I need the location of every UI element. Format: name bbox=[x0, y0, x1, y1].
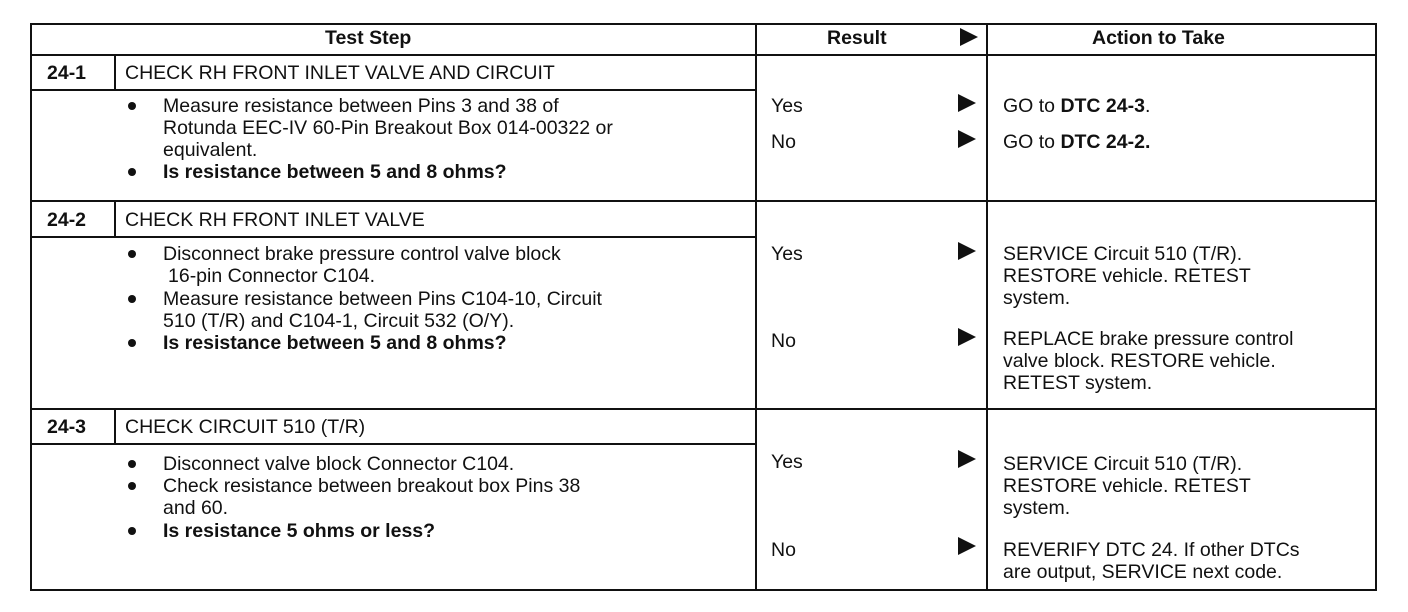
action-text: SERVICE Circuit 510 (T/R). bbox=[1003, 243, 1243, 265]
step-id: 24-1 bbox=[47, 62, 87, 84]
step-id-divider-2 bbox=[114, 202, 116, 237]
step-id-divider-1 bbox=[114, 56, 116, 90]
action-text: system. bbox=[1003, 497, 1071, 519]
action-text: valve block. RESTORE vehicle. bbox=[1003, 350, 1276, 372]
action-text: SERVICE Circuit 510 (T/R). bbox=[1003, 453, 1243, 475]
action-text: RESTORE vehicle. RETEST bbox=[1003, 265, 1251, 287]
step-id: 24-2 bbox=[47, 209, 87, 231]
header-result: Result bbox=[827, 27, 887, 49]
action-text: GO to DTC 24-2. bbox=[1003, 131, 1151, 153]
table-border-bottom bbox=[30, 589, 1377, 591]
action-text: REVERIFY DTC 24. If other DTCs bbox=[1003, 539, 1300, 561]
result-arrow-icon bbox=[958, 94, 976, 112]
step-instruction-line: Measure resistance between Pins C104-10, Circuit bbox=[163, 288, 602, 310]
step-id: 24-3 bbox=[47, 416, 87, 438]
step-title-underline-1 bbox=[30, 89, 757, 91]
section-divider-1 bbox=[30, 200, 1377, 202]
step-instruction-line: and 60. bbox=[163, 497, 229, 519]
step-instruction-line: Check resistance between breakout box Pins 38 bbox=[163, 475, 581, 497]
step-title-underline-3 bbox=[30, 443, 757, 445]
result-label: No bbox=[771, 330, 796, 352]
header-divider bbox=[30, 54, 1377, 56]
step-instruction-line: 16-pin Connector C104. bbox=[168, 265, 376, 287]
section-divider-2 bbox=[30, 408, 1377, 410]
action-text: are output, SERVICE next code. bbox=[1003, 561, 1283, 583]
step-id-divider-3 bbox=[114, 410, 116, 444]
result-label: No bbox=[771, 539, 796, 561]
action-text: RESTORE vehicle. RETEST bbox=[1003, 475, 1251, 497]
step-title: CHECK CIRCUIT 510 (T/R) bbox=[125, 416, 366, 438]
step-instruction-line: Measure resistance between Pins 3 and 38 of bbox=[163, 95, 559, 117]
result-label: Yes bbox=[771, 95, 803, 117]
step-question: Is resistance 5 ohms or less? bbox=[163, 520, 436, 542]
bullet-icon bbox=[128, 527, 136, 535]
table-border-right bbox=[1375, 23, 1377, 591]
bullet-icon bbox=[128, 482, 136, 490]
column-divider-action bbox=[986, 23, 988, 591]
step-title: CHECK RH FRONT INLET VALVE AND CIRCUIT bbox=[125, 62, 555, 84]
step-instruction-line: Rotunda EEC-IV 60-Pin Breakout Box 014-00322 or bbox=[163, 117, 613, 139]
table-border-top bbox=[30, 23, 1377, 25]
header-arrow-icon bbox=[960, 28, 978, 46]
result-label: Yes bbox=[771, 243, 803, 265]
step-instruction-line: 510 (T/R) and C104-1, Circuit 532 (O/Y). bbox=[163, 310, 515, 332]
step-title: CHECK RH FRONT INLET VALVE bbox=[125, 209, 425, 231]
action-text: RETEST system. bbox=[1003, 372, 1153, 394]
bullet-icon bbox=[128, 295, 136, 303]
result-arrow-icon bbox=[958, 537, 976, 555]
result-arrow-icon bbox=[958, 450, 976, 468]
step-instruction-line: equivalent. bbox=[163, 139, 258, 161]
header-action: Action to Take bbox=[1092, 27, 1225, 49]
bullet-icon bbox=[128, 460, 136, 468]
result-arrow-icon bbox=[958, 328, 976, 346]
action-text: REPLACE brake pressure control bbox=[1003, 328, 1294, 350]
step-instruction-line: Disconnect brake pressure control valve block bbox=[163, 243, 561, 265]
column-divider-result bbox=[755, 23, 757, 591]
result-arrow-icon bbox=[958, 130, 976, 148]
step-title-underline-2 bbox=[30, 236, 757, 238]
bullet-icon bbox=[128, 102, 136, 110]
step-question: Is resistance between 5 and 8 ohms? bbox=[163, 332, 507, 354]
header-test-step: Test Step bbox=[325, 27, 412, 49]
result-label: No bbox=[771, 131, 796, 153]
bullet-icon bbox=[128, 339, 136, 347]
result-arrow-icon bbox=[958, 242, 976, 260]
action-text: system. bbox=[1003, 287, 1071, 309]
table-border-left bbox=[30, 23, 32, 591]
step-instruction-line: Disconnect valve block Connector C104. bbox=[163, 453, 515, 475]
bullet-icon bbox=[128, 168, 136, 176]
step-question: Is resistance between 5 and 8 ohms? bbox=[163, 161, 507, 183]
bullet-icon bbox=[128, 250, 136, 258]
action-text: GO to DTC 24-3. bbox=[1003, 95, 1151, 117]
result-label: Yes bbox=[771, 451, 803, 473]
